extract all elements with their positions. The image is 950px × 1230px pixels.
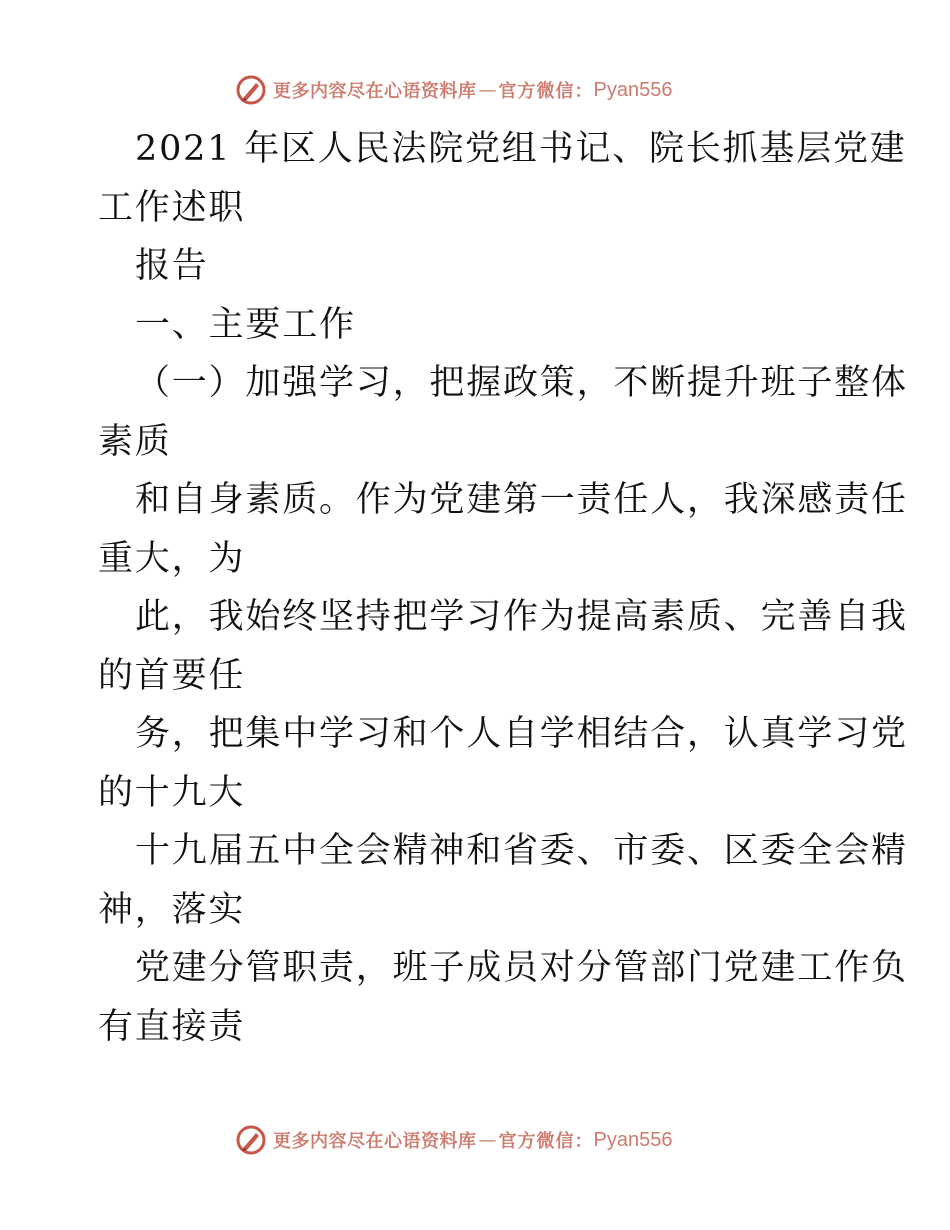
text-line: 2021 年区人民法院党组书记、院长抓基层党建 bbox=[135, 129, 907, 169]
watermark-separator: — bbox=[478, 79, 497, 101]
watermark-label: 官方微信： bbox=[498, 81, 594, 102]
watermark-account: Pyan556 bbox=[593, 1128, 673, 1151]
header-watermark bbox=[235, 72, 672, 108]
pen-logo-icon bbox=[235, 1124, 267, 1156]
watermark-brand: 更多内容尽在心语资料库 bbox=[273, 81, 477, 102]
section-heading: 一、主要工作 bbox=[135, 304, 356, 345]
footer-watermark bbox=[235, 1122, 672, 1158]
document-body bbox=[98, 120, 908, 1056]
text-line: 务，把集中学习和个人自学相结合，认真学习党 bbox=[135, 714, 908, 754]
text-line: 神，落实 bbox=[98, 889, 246, 930]
text-line: 重大，为 bbox=[98, 538, 246, 579]
watermark-brand: 更多内容尽在心语资料库 bbox=[273, 1131, 477, 1152]
text-line: 工作述职 bbox=[98, 187, 246, 228]
text-line: 报告 bbox=[135, 246, 209, 286]
pen-logo-icon bbox=[235, 74, 267, 106]
subsection-heading: （一）加强学习，把握政策，不断提升班子整体 bbox=[135, 363, 908, 403]
text-line: 的首要任 bbox=[98, 655, 246, 696]
watermark-label: 官方微信： bbox=[498, 1131, 594, 1152]
text-line: 的十九大 bbox=[98, 772, 246, 813]
text-line: 此，我始终坚持把学习作为提高素质、完善自我 bbox=[135, 597, 908, 637]
text-line: 和自身素质。作为党建第一责任人，我深感责任 bbox=[135, 480, 908, 520]
text-line: 党建分管职责，班子成员对分管部门党建工作负 bbox=[135, 948, 908, 988]
text-line: 有直接责 bbox=[98, 1006, 246, 1047]
watermark-separator: — bbox=[478, 1129, 497, 1151]
text-line: 素质 bbox=[98, 421, 172, 462]
text-line: 十九届五中全会精神和省委、市委、区委全会精 bbox=[135, 831, 908, 871]
watermark-account: Pyan556 bbox=[593, 78, 673, 101]
